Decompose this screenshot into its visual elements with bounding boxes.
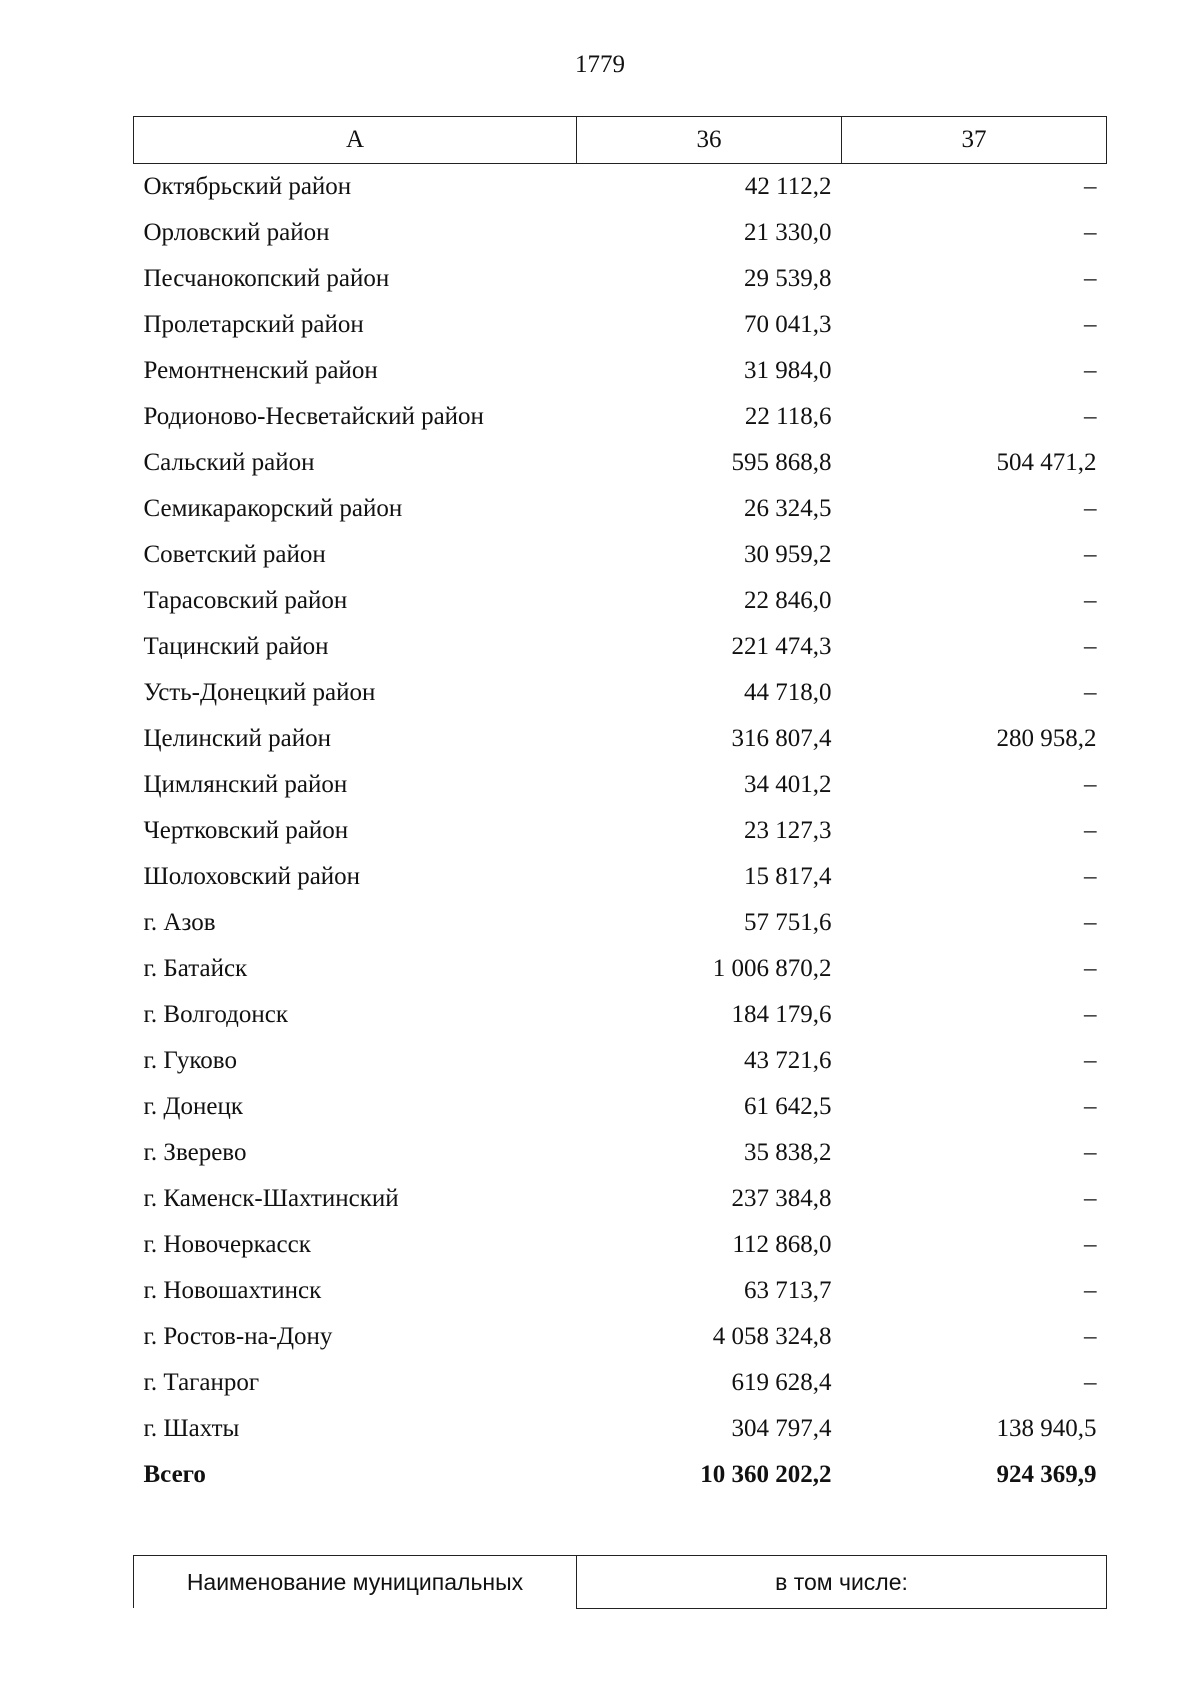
- next-header-row: [134, 1556, 1107, 1609]
- table-row: [134, 256, 1107, 302]
- cell-value-37: –: [1084, 403, 1097, 430]
- cell-value-37: –: [1084, 1231, 1097, 1258]
- cell-value-37: –: [1084, 1185, 1097, 1212]
- cell-value-36: 15 817,4: [744, 863, 832, 890]
- cell-value-36: 57 751,6: [744, 909, 832, 936]
- cell-value-36: 619 628,4: [731, 1369, 832, 1396]
- cell-name: г. Волгодонск: [143, 1001, 289, 1028]
- cell-name: Октябрьский район: [143, 173, 352, 200]
- cell-value-36: 43 721,6: [744, 1047, 832, 1074]
- cell-name: г. Шахты: [143, 1415, 240, 1442]
- table-row: [134, 1268, 1107, 1314]
- column-header-36: 36: [577, 117, 842, 164]
- cell-value-37: –: [1084, 863, 1097, 890]
- municipal-names-header: Наименование муниципальных: [134, 1556, 577, 1609]
- table-row: [134, 1406, 1107, 1452]
- cell-name: Усть-Донецкий район: [143, 679, 376, 706]
- column-header-37: 37: [842, 117, 1107, 164]
- cell-value-36: 26 324,5: [744, 495, 832, 522]
- cell-name: г. Ростов-на-Дону: [143, 1323, 333, 1350]
- cell-value-36: 1 006 870,2: [712, 955, 832, 982]
- cell-name: Пролетарский район: [143, 311, 364, 338]
- cell-value-37: –: [1084, 1369, 1097, 1396]
- cell-value-37: –: [1084, 541, 1097, 568]
- cell-name: Сальский район: [143, 449, 315, 476]
- cell-value-37: –: [1084, 219, 1097, 246]
- cell-value-36: 316 807,4: [731, 725, 832, 752]
- cell-value-37: –: [1084, 1047, 1097, 1074]
- cell-value-36: 184 179,6: [731, 1001, 832, 1028]
- table-row: [134, 1130, 1107, 1176]
- cell-value-36: 44 718,0: [744, 679, 832, 706]
- budget-table: [133, 116, 1107, 1498]
- page-number: 1779: [575, 51, 625, 78]
- table-row: [134, 808, 1107, 854]
- cell-value-36: 21 330,0: [744, 219, 832, 246]
- cell-name: Чертковский район: [143, 817, 349, 844]
- table-row: [134, 532, 1107, 578]
- table-row: [134, 900, 1107, 946]
- cell-value-36: 31 984,0: [744, 357, 832, 384]
- cell-value-36: 29 539,8: [744, 265, 832, 292]
- including-header: в том числе:: [577, 1556, 1107, 1609]
- cell-value-36: 42 112,2: [744, 173, 832, 200]
- cell-name: Всего: [143, 1461, 206, 1488]
- table-row: [134, 394, 1107, 440]
- table-header: [134, 117, 1107, 164]
- cell-value-36: 4 058 324,8: [712, 1323, 832, 1350]
- cell-value-36: 221 474,3: [731, 633, 832, 660]
- table-row: [134, 670, 1107, 716]
- cell-value-36: 112 868,0: [732, 1231, 832, 1258]
- cell-value-37: –: [1084, 1001, 1097, 1028]
- cell-name: Песчанокопский район: [143, 265, 390, 292]
- table-row: [134, 1360, 1107, 1406]
- cell-value-36: 35 838,2: [744, 1139, 832, 1166]
- cell-value-37: 924 369,9: [996, 1461, 1097, 1488]
- cell-name: г. Донецк: [143, 1093, 243, 1120]
- cell-value-36: 30 959,2: [744, 541, 832, 568]
- cell-value-37: –: [1084, 1093, 1097, 1120]
- table-row: [134, 762, 1107, 808]
- table-row: [134, 992, 1107, 1038]
- table-body: [134, 164, 1107, 1499]
- table-row: [134, 946, 1107, 992]
- cell-name: Тацинский район: [143, 633, 329, 660]
- cell-value-36: 70 041,3: [744, 311, 832, 338]
- cell-name: г. Новошахтинск: [143, 1277, 322, 1304]
- cell-name: г. Зверево: [143, 1139, 247, 1166]
- table-row: [134, 1084, 1107, 1130]
- cell-name: Ремонтненский район: [143, 357, 378, 384]
- cell-value-37: 504 471,2: [996, 449, 1097, 476]
- cell-name: г. Таганрог: [143, 1369, 260, 1396]
- cell-name: Цимлянский район: [143, 771, 348, 798]
- cell-value-37: –: [1084, 173, 1097, 200]
- table-row: [134, 1176, 1107, 1222]
- cell-value-37: –: [1084, 587, 1097, 614]
- cell-value-36: 22 846,0: [744, 587, 832, 614]
- cell-name: г. Новочеркасск: [143, 1231, 311, 1258]
- next-table-header: [133, 1555, 1107, 1609]
- cell-value-37: 138 940,5: [996, 1415, 1097, 1442]
- cell-name: г. Азов: [143, 909, 216, 936]
- table-row: [134, 1314, 1107, 1360]
- table-row: [134, 210, 1107, 256]
- cell-value-37: –: [1084, 1139, 1097, 1166]
- cell-value-37: –: [1084, 1323, 1097, 1350]
- cell-value-36: 10 360 202,2: [700, 1461, 832, 1488]
- cell-value-36: 595 868,8: [731, 449, 832, 476]
- table-row: [134, 578, 1107, 624]
- cell-name: Родионово-Несветайский район: [143, 403, 484, 430]
- cell-value-36: 304 797,4: [731, 1415, 832, 1442]
- cell-name: Советский район: [143, 541, 326, 568]
- cell-name: г. Батайск: [143, 955, 248, 982]
- cell-value-37: –: [1084, 817, 1097, 844]
- cell-value-37: –: [1084, 265, 1097, 292]
- cell-value-37: –: [1084, 1277, 1097, 1304]
- cell-value-36: 34 401,2: [744, 771, 832, 798]
- header-row: [134, 117, 1107, 164]
- cell-value-36: 22 118,6: [744, 403, 832, 430]
- table-row: [134, 440, 1107, 486]
- table-row: [134, 854, 1107, 900]
- table-row: [134, 164, 1107, 211]
- cell-name: Целинский район: [143, 725, 331, 752]
- cell-value-36: 63 713,7: [744, 1277, 832, 1304]
- table-row: [134, 624, 1107, 670]
- table-row: [134, 348, 1107, 394]
- cell-value-37: –: [1084, 771, 1097, 798]
- cell-value-37: 280 958,2: [996, 725, 1097, 752]
- table-row: [134, 302, 1107, 348]
- total-row: [134, 1452, 1107, 1498]
- cell-name: Семикаракорский район: [143, 495, 403, 522]
- cell-value-37: –: [1084, 357, 1097, 384]
- table-row: [134, 1222, 1107, 1268]
- cell-value-37: –: [1084, 955, 1097, 982]
- cell-value-37: –: [1084, 909, 1097, 936]
- cell-name: Тарасовский район: [143, 587, 348, 614]
- cell-value-37: –: [1084, 311, 1097, 338]
- table-row: [134, 1038, 1107, 1084]
- cell-value-37: –: [1084, 495, 1097, 522]
- cell-value-37: –: [1084, 633, 1097, 660]
- cell-value-36: 237 384,8: [731, 1185, 832, 1212]
- cell-name: г. Гуково: [143, 1047, 237, 1074]
- cell-value-36: 23 127,3: [744, 817, 832, 844]
- cell-value-36: 61 642,5: [744, 1093, 832, 1120]
- table-row: [134, 486, 1107, 532]
- cell-name: Шолоховский район: [143, 863, 361, 890]
- cell-value-37: –: [1084, 679, 1097, 706]
- table-row: [134, 716, 1107, 762]
- cell-name: Орловский район: [143, 219, 330, 246]
- cell-name: г. Каменск-Шахтинский: [143, 1185, 399, 1212]
- column-header-a: А: [134, 117, 577, 164]
